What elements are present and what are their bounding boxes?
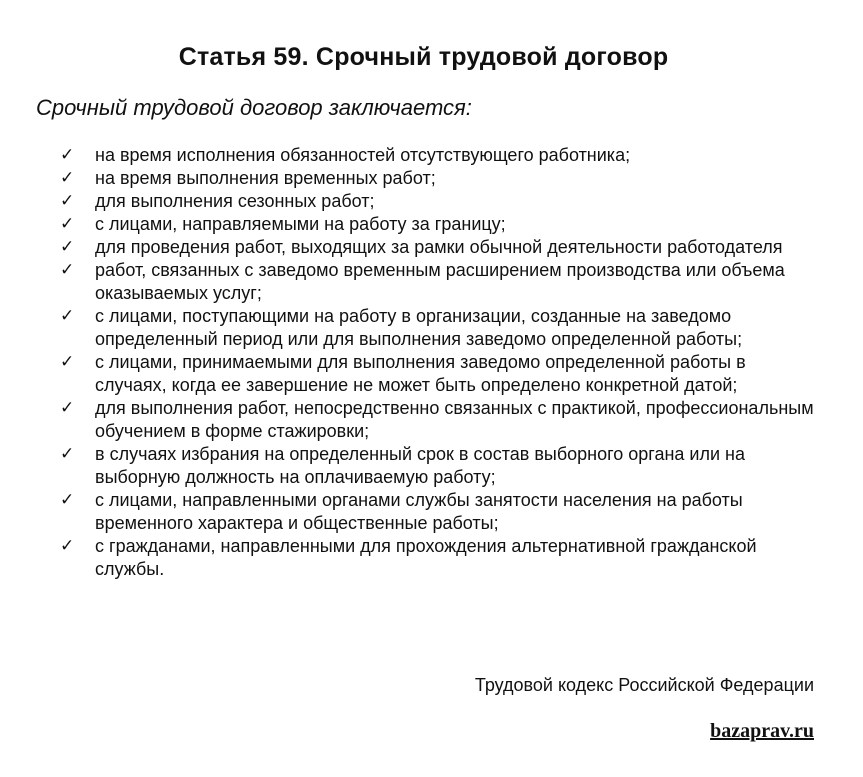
page-title: Статья 59. Срочный трудовой договор [178,43,669,71]
list-item-text: на время выполнения временных работ; [95,168,436,188]
list-item-text: с лицами, поступающими на работу в организации, созданные на заведомо определенный период или для выполнения заведомо определенной работы; [95,306,743,349]
checkmark-icon: ✓ [60,237,75,257]
checkmark-icon: ✓ [60,168,75,188]
checkmark-icon: ✓ [60,306,75,326]
checkmark-icon: ✓ [60,214,75,234]
list-item [60,190,820,213]
list-item [60,236,820,259]
list-item-text: работ, связанных с заведомо временным расширением производства или объема оказываемых услуг; [95,260,785,303]
list-item [60,351,820,397]
list-item [60,167,820,190]
conditions-list [60,144,820,581]
list-item [60,489,820,535]
list-item [60,305,820,351]
list-item-text: на время исполнения обязанностей отсутствующего работника; [95,145,631,165]
checkmark-icon: ✓ [60,444,75,464]
list-item [60,443,820,489]
checkmark-icon: ✓ [60,352,75,372]
site-link[interactable]: bazaprav.ru [710,720,814,742]
list-item-text: для выполнения работ, непосредственно связанных с практикой, профессиональным обучением в форме стажировки; [95,398,814,441]
list-item-text: с лицами, принимаемыми для выполнения заведомо определенной работы в случаях, когда ее завершение не может быть определено конкретной датой; [95,352,746,395]
list-item [60,535,820,581]
list-item-text: с лицами, направляемыми на работу за границу; [95,214,506,234]
subtitle: Срочный трудовой договор заключается: [36,95,472,120]
list-item-text: с гражданами, направленными для прохождения альтернативной гражданской службы. [95,536,757,579]
list-item [60,397,820,443]
checkmark-icon: ✓ [60,398,75,418]
list-item [60,144,820,167]
checkmark-icon: ✓ [60,536,75,556]
list-item-text: с лицами, направленными органами службы занятости населения на работы временного характера и общественные работы; [95,490,743,533]
list-item-text: в случаях избрания на определенный срок в состав выборного органа или на выборную должность на оплачиваемую работу; [95,444,745,487]
checkmark-icon: ✓ [60,260,75,280]
source-caption: Трудовой кодекс Российской Федерации [474,675,814,695]
list-item-text: для выполнения сезонных работ; [95,191,375,211]
list-item-text: для проведения работ, выходящих за рамки обычной деятельности работодателя [95,237,783,257]
checkmark-icon: ✓ [60,145,75,165]
checkmark-icon: ✓ [60,490,75,510]
list-item [60,213,820,236]
checkmark-icon: ✓ [60,191,75,211]
list-item [60,259,820,305]
